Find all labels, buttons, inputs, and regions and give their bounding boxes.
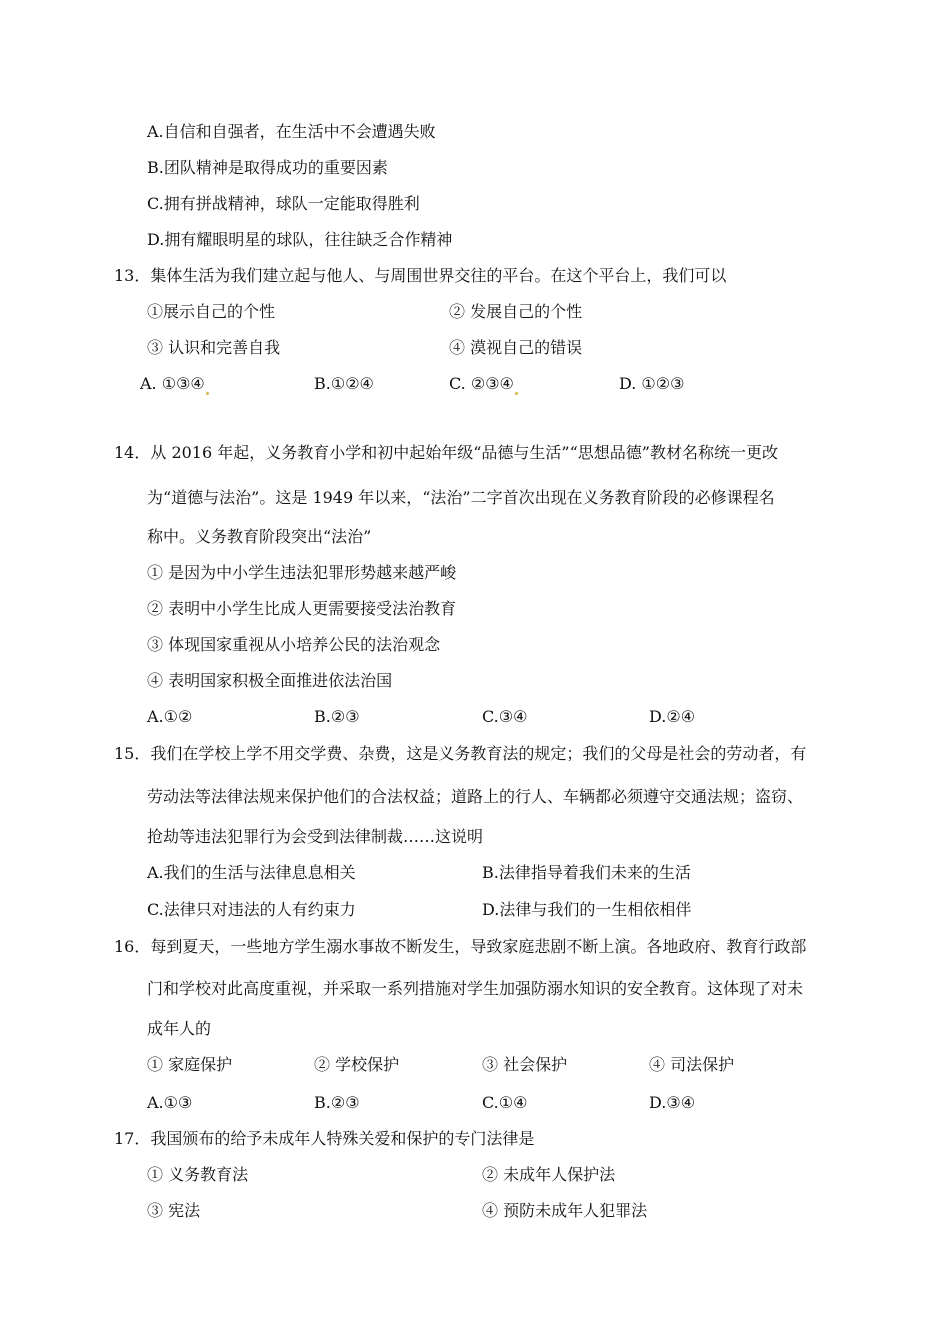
q16-choice-d: D.③④	[649, 1093, 696, 1112]
q13-choice-a-text: A. ①③④	[140, 374, 205, 393]
q15-choice-a: A.我们的生活与法律息息相关	[147, 863, 356, 882]
q14-item-1: ① 是因为中小学生违法犯罪形势越来越严峻	[147, 563, 457, 582]
q14-choice-b: B.②③	[314, 707, 360, 726]
q14-choice-d: D.②④	[649, 707, 696, 726]
q14-choice-a: A.①②	[147, 707, 193, 726]
mark-dot	[206, 392, 209, 395]
q13-choice-c	[449, 373, 518, 395]
q13-choice-c-text: C. ②③④	[449, 374, 514, 393]
q17-stem: 17．我国颁布的给予未成年人特殊关爱和保护的专门法律是	[114, 1129, 535, 1148]
q15-choice-c: C.法律只对违法的人有约束力	[147, 900, 356, 919]
q12-option-d: D.拥有耀眼明星的球队，往往缺乏合作精神	[147, 230, 453, 249]
q14-stem-line-3: 称中。义务教育阶段突出“法治”	[147, 527, 372, 546]
q13-item-2: ② 发展自己的个性	[449, 302, 583, 321]
q13-item-1: ①展示自己的个性	[147, 302, 276, 321]
q14-item-4: ④ 表明国家积极全面推进依法治国	[147, 671, 393, 690]
q12-option-a: A.自信和自强者，在生活中不会遭遇失败	[147, 122, 436, 141]
q17-item-2: ② 未成年人保护法	[482, 1165, 616, 1184]
mark-dot	[515, 392, 518, 395]
q15-choice-d: D.法律与我们的一生相依相伴	[482, 900, 692, 919]
q15-choice-b: B.法律指导着我们未来的生活	[482, 863, 691, 882]
q12-option-b: B.团队精神是取得成功的重要因素	[147, 158, 388, 177]
q13-choice-d: D. ①②③	[619, 374, 685, 393]
q13-choice-b: B.①②④	[314, 374, 374, 393]
q16-stem-line-2: 门和学校对此高度重视，并采取一系列措施对学生加强防溺水知识的安全教育。这体现了对未	[147, 979, 804, 998]
q13-choice-a	[140, 373, 209, 395]
q17-item-4: ④ 预防未成年人犯罪法	[482, 1201, 648, 1220]
q15-stem-line-2: 劳动法等法律法规来保护他们的合法权益；道路上的行人、车辆都必须遵守交通法规；盗窃、	[147, 787, 804, 806]
q16-choice-c: C.①④	[482, 1093, 528, 1112]
q13-item-3: ③ 认识和完善自我	[147, 338, 281, 357]
q16-item-2: ② 学校保护	[314, 1055, 400, 1074]
q14-stem-line-2: 为“道德与法治”。这是 1949 年以来，“法治”二字首次出现在义务教育阶段的必修课程名	[147, 488, 775, 507]
q14-choice-c: C.③④	[482, 707, 528, 726]
q17-item-3: ③ 宪法	[147, 1201, 201, 1220]
q13-item-4: ④ 漠视自己的错误	[449, 338, 583, 357]
q16-choice-b: B.②③	[314, 1093, 360, 1112]
q16-item-4: ④ 司法保护	[649, 1055, 735, 1074]
q14-item-3: ③ 体现国家重视从小培养公民的法治观念	[147, 635, 441, 654]
q16-item-3: ③ 社会保护	[482, 1055, 568, 1074]
q13-stem: 13．集体生活为我们建立起与他人、与周围世界交往的平台。在这个平台上，我们可以	[114, 266, 727, 285]
q15-stem-line-3: 抢劫等违法犯罪行为会受到法律制裁……这说明	[147, 827, 484, 846]
q16-item-1: ① 家庭保护	[147, 1055, 233, 1074]
q16-choice-a: A.①③	[147, 1093, 193, 1112]
q16-stem-line-1: 16．每到夏天，一些地方学生溺水事故不断发生，导致家庭悲剧不断上演。各地政府、教育行政部	[114, 937, 807, 956]
q16-stem-line-3: 成年人的	[147, 1019, 212, 1038]
q12-option-c: C.拥有拼战精神，球队一定能取得胜利	[147, 194, 420, 213]
q17-item-1: ① 义务教育法	[147, 1165, 249, 1184]
q14-stem-line-1: 14．从 2016 年起，义务教育小学和初中起始年级“品德与生活”“思想品德”教材名称统一更改	[114, 443, 778, 462]
q14-item-2: ② 表明中小学生比成人更需要接受法治教育	[147, 599, 457, 618]
q15-stem-line-1: 15．我们在学校上学不用交学费、杂费，这是义务教育法的规定；我们的父母是社会的劳动者，有	[114, 744, 807, 763]
